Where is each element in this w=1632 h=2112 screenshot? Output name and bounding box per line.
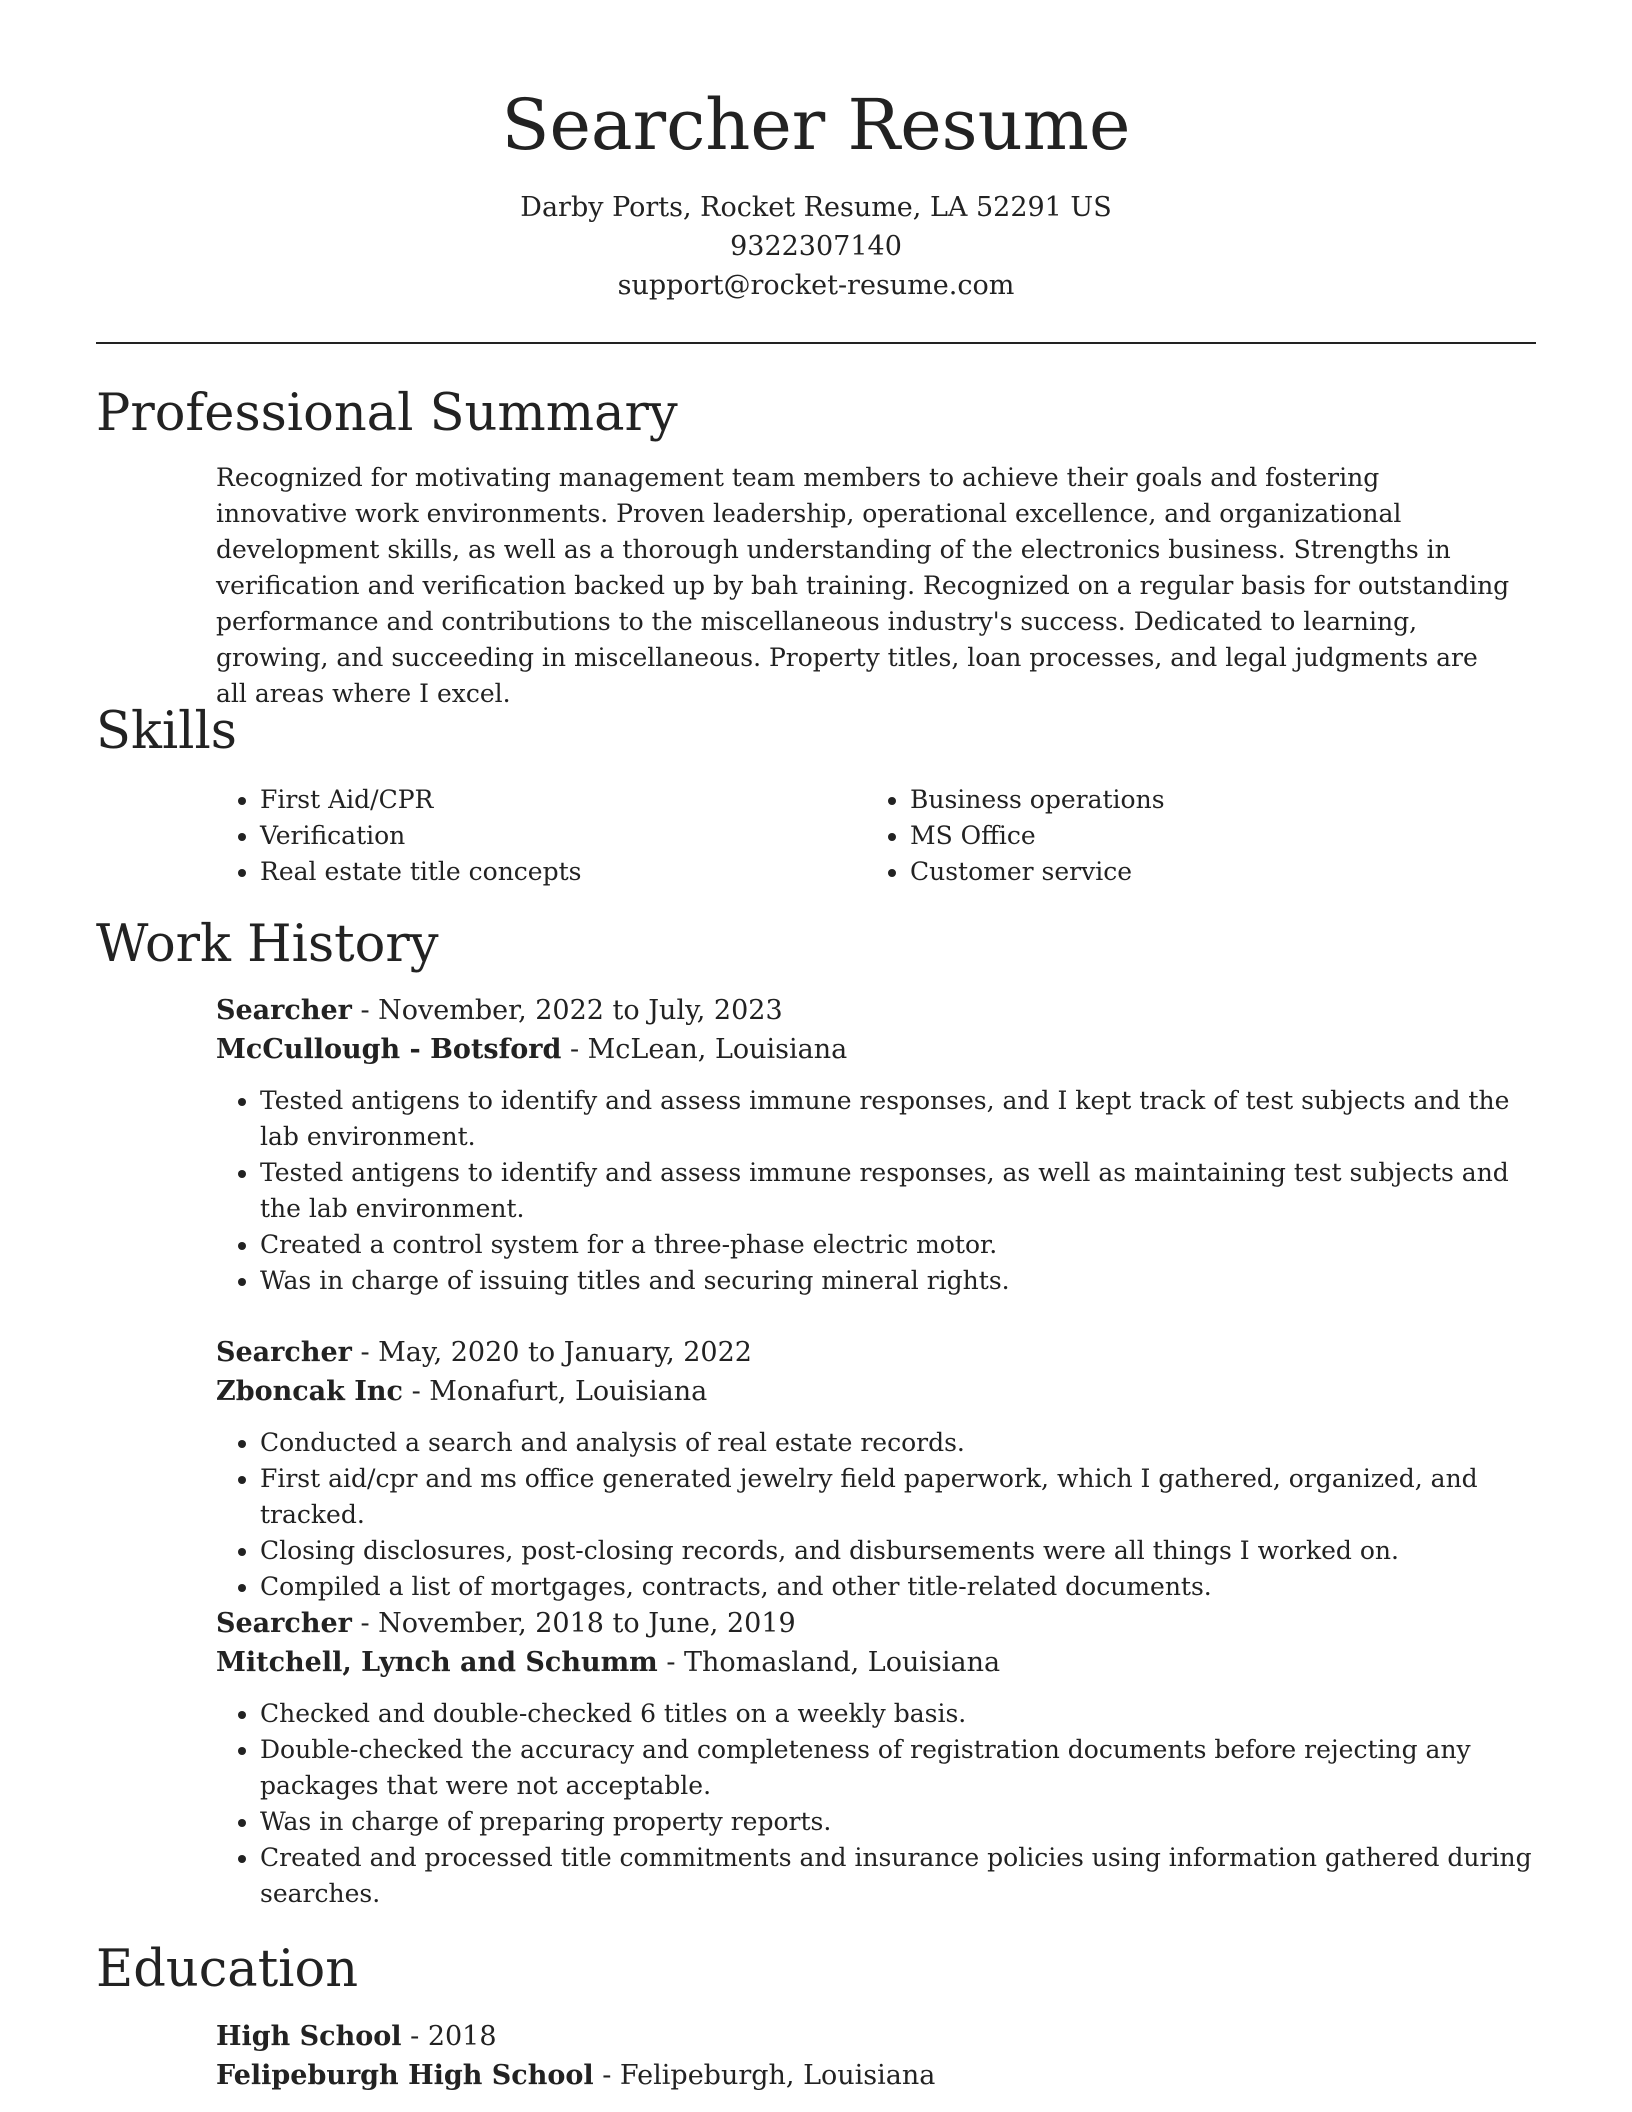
job-bullets xyxy=(216,1696,1536,1912)
job-role: Searcher xyxy=(216,1337,352,1368)
list-item: • Created a control system for a three-phase electric motor. xyxy=(260,1227,1536,1263)
summary-text: Recognized for motivating management team members to achieve their goals and fostering innovative work environments. Proven leadership, operational excellence, and organizational development skills, as well as a thorough understanding of the electronics business. Strengths in verification and verification backed up by bah training. Recognized on a regular basis for outstanding performance and contributions to the miscellaneous industry's success. Dedicated to learning, growing, and succeeding in miscellaneous. Property titles, loan processes, and legal judgments are all areas where I excel. xyxy=(216,463,1510,708)
job-location: - Thomasland, Louisiana xyxy=(657,1647,1001,1678)
skill-item: • Customer service xyxy=(910,854,1516,890)
job-company: Mitchell, Lynch and Schumm xyxy=(216,1647,658,1678)
list-item: • Double-checked the accuracy and completeness of registration documents before rejecting any packages that were not acceptable. xyxy=(260,1732,1536,1804)
job-title-line xyxy=(216,991,1536,1030)
education-degree-line xyxy=(216,2017,1536,2056)
resume-header xyxy=(0,80,1632,305)
section-title-work: Work History xyxy=(96,915,439,974)
job-company-line xyxy=(216,1030,1536,1069)
list-item: • Checked and double-checked 6 titles on a weekly basis. xyxy=(260,1696,1536,1732)
job-location: - Monafurt, Louisiana xyxy=(402,1376,708,1407)
skills-list xyxy=(216,782,1516,890)
job-bullets xyxy=(216,1083,1536,1299)
list-item: • Tested antigens to identify and assess immune responses, as well as maintaining test subjects and the lab environment. xyxy=(260,1155,1536,1227)
job-location: - McLean, Louisiana xyxy=(561,1034,848,1065)
resume-name: Searcher Resume xyxy=(501,84,1131,166)
education-year: - 2018 xyxy=(401,2021,497,2052)
skills-column-left xyxy=(216,782,866,890)
job-entry xyxy=(216,1604,1536,1912)
list-item: • First aid/cpr and ms office generated jewelry field paperwork, which I gathered, organized, and tracked. xyxy=(260,1461,1536,1533)
job-entry xyxy=(216,991,1536,1299)
section-title-education: Education xyxy=(96,1940,359,1999)
header-divider xyxy=(96,342,1536,344)
skill-item: • Verification xyxy=(260,818,866,854)
skill-item: • MS Office xyxy=(910,818,1516,854)
education-entry xyxy=(216,2017,1536,2095)
education-school-line xyxy=(216,2056,1536,2095)
list-item: • Created and processed title commitments and insurance policies using information gathered during searches. xyxy=(260,1840,1536,1912)
job-dates: - November, 2022 to July, 2023 xyxy=(351,995,783,1026)
job-bullets xyxy=(216,1425,1536,1605)
job-dates: - November, 2018 to June, 2019 xyxy=(351,1608,796,1639)
job-role: Searcher xyxy=(216,995,352,1026)
job-title-line xyxy=(216,1604,1536,1643)
contact-email: support@rocket-resume.com xyxy=(617,270,1015,301)
job-dates: - May, 2020 to January, 2022 xyxy=(351,1337,752,1368)
education-location: - Felipeburgh, Louisiana xyxy=(593,2060,936,2091)
job-company-line xyxy=(216,1643,1536,1682)
list-item: • Was in charge of issuing titles and securing mineral rights. xyxy=(260,1263,1536,1299)
job-role: Searcher xyxy=(216,1608,352,1639)
list-item: • Tested antigens to identify and assess immune responses, and I kept track of test subjects and the lab environment. xyxy=(260,1083,1536,1155)
skill-item: • Real estate title concepts xyxy=(260,854,866,890)
job-company: McCullough - Botsford xyxy=(216,1034,562,1065)
job-company: Zboncak Inc xyxy=(216,1376,403,1407)
skills-column-right xyxy=(866,782,1516,890)
section-title-summary: Professional Summary xyxy=(96,384,678,443)
section-title-skills: Skills xyxy=(96,702,237,761)
contact-address: Darby Ports, Rocket Resume, LA 52291 US xyxy=(520,192,1112,223)
contact-info xyxy=(0,188,1632,305)
job-company-line xyxy=(216,1372,1536,1411)
list-item: • Conducted a search and analysis of real estate records. xyxy=(260,1425,1536,1461)
list-item: • Closing disclosures, post-closing records, and disbursements were all things I worked on. xyxy=(260,1533,1536,1569)
education-degree: High School xyxy=(216,2021,402,2052)
education-school: Felipeburgh High School xyxy=(216,2060,594,2091)
list-item: • Was in charge of preparing property reports. xyxy=(260,1804,1536,1840)
list-item: • Compiled a list of mortgages, contracts, and other title-related documents. xyxy=(260,1569,1536,1605)
skill-item: • Business operations xyxy=(910,782,1516,818)
job-title-line xyxy=(216,1333,1536,1372)
contact-phone: 9322307140 xyxy=(730,231,902,262)
skill-item: • First Aid/CPR xyxy=(260,782,866,818)
job-entry xyxy=(216,1333,1536,1605)
